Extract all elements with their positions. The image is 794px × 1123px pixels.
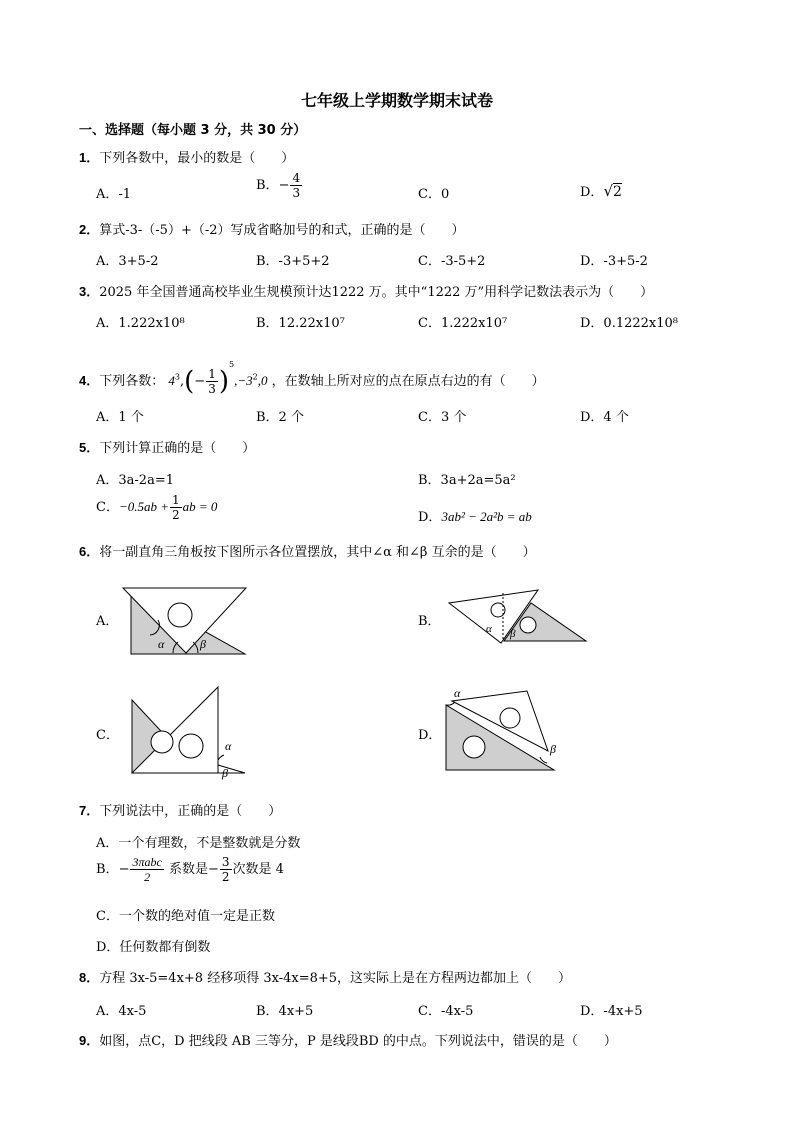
fraction [220, 856, 232, 883]
question-text: 将一副直角三角板按下图所示各位置摆放，其中∠α 和∠β 互余的是（ ） [99, 545, 536, 560]
numerator: 1 [208, 367, 216, 381]
figure-c [120, 685, 250, 780]
exponent: 5 [228, 360, 235, 369]
option-label: C． [96, 500, 119, 515]
alpha-label: α [486, 623, 492, 635]
math-term: 3ab² − 2a²b = ab [441, 509, 532, 524]
angle-arc [218, 755, 224, 760]
option-label: B． [256, 178, 279, 193]
text: 系数是 [168, 862, 208, 877]
q6-option-d: D． [418, 728, 442, 743]
q6-option-c: C． [96, 728, 119, 743]
math-term: ,0 [257, 373, 268, 388]
question-number: 1． [79, 150, 100, 165]
option-label: B． [96, 862, 119, 877]
question-5 [79, 437, 255, 456]
figure-a [118, 580, 248, 660]
question-text: 下列各数中，最小的数是（ ） [99, 151, 295, 166]
text: 次数是 4 [232, 862, 284, 877]
q3-option-d: D．0.1222x10⁸ [580, 316, 678, 331]
figure-d [440, 685, 570, 775]
q5-option-b: B．3a+2a=5a² [418, 473, 516, 488]
question-number: 9． [79, 1033, 100, 1048]
question-text: 如图，点C，D 把线段 AB 三等分，P 是线段BD 的中点。下列说法中，错误的是（ ） [99, 1034, 617, 1049]
question-7 [79, 800, 281, 819]
hole-circle [179, 734, 203, 758]
q5-option-d [418, 506, 532, 525]
hole-circle [151, 731, 173, 753]
numerator: 4 [292, 171, 301, 185]
exponent: 2 [252, 372, 258, 382]
question-number: 8． [79, 970, 100, 985]
question-text-tail: ，在数轴上所对应的点在原点右边的有（ ） [271, 374, 545, 389]
hole-circle [500, 708, 520, 728]
q8-option-d: D．-4x+5 [580, 1004, 643, 1019]
math-term: −0.5ab + [118, 499, 169, 514]
question-number: 3． [79, 284, 100, 299]
q1-option-a: A．-1 [96, 187, 132, 202]
beta-label: β [200, 637, 206, 651]
angle-arc [446, 702, 455, 705]
question-8 [79, 967, 571, 986]
math-term: ,−3 [234, 373, 253, 388]
minus-sign: − [278, 178, 290, 193]
q3-option-c: C．1.222x10⁷ [418, 316, 508, 331]
question-text: 2025 年全国普通高校毕业生规模预计达1222 万。其中“1222 万”用科学记数法表示为（ ） [99, 285, 654, 300]
minus-sign: − [194, 374, 206, 389]
option-label: D． [418, 510, 442, 525]
numerator: 3 [221, 855, 230, 869]
math-term: ab = 0 [182, 499, 218, 514]
question-3 [79, 281, 653, 300]
comma: , [179, 374, 185, 389]
section-heading: 一、选择题（每小题 3 分，共 30 分） [79, 123, 307, 138]
q6-option-b: B． [418, 614, 441, 629]
alpha-label: α [225, 739, 232, 753]
question-2 [79, 219, 465, 238]
q1-option-c: C．0 [418, 187, 450, 202]
left-paren: ( [184, 366, 195, 397]
q2-option-b: B．-3+5+2 [256, 254, 330, 269]
hole-circle [463, 736, 485, 758]
q5-option-c [96, 494, 217, 521]
q8-option-a: A．4x-5 [96, 1004, 147, 1019]
radicand: 2 [613, 184, 622, 200]
question-6 [79, 541, 536, 560]
page-title: 七年级上学期数学期末试卷 [300, 91, 493, 110]
right-paren: ) [218, 366, 229, 397]
q4-option-c: C．3 个 [418, 410, 467, 425]
denominator: 3 [292, 186, 301, 200]
numerator: 1 [172, 493, 180, 507]
question-number: 5． [79, 440, 100, 455]
question-text: 下列各数： [99, 374, 165, 389]
denominator: 2 [144, 870, 151, 884]
question-4 [79, 349, 545, 398]
q4-option-d: D．4 个 [580, 410, 629, 425]
denominator: 3 [208, 382, 216, 396]
question-number: 2． [79, 222, 100, 237]
q8-option-c: C．-4x-5 [418, 1004, 474, 1019]
question-number: 6． [79, 544, 100, 559]
fraction [290, 172, 302, 199]
q7-option-c: C．一个数的绝对值一定是正数 [96, 909, 275, 924]
question-number: 7． [79, 803, 100, 818]
sqrt-sign: √ [603, 182, 613, 200]
denominator: 2 [221, 870, 230, 884]
option-label: D． [580, 185, 604, 200]
question-text: 算式-3-（-5）+（-2）写成省略加号的和式，正确的是（ ） [99, 223, 465, 238]
minus-sign: − [207, 862, 219, 877]
q8-option-b: B．4x+5 [256, 1004, 314, 1019]
q3-option-a: A．1.222x10⁸ [96, 316, 185, 331]
beta-label: β [550, 742, 556, 756]
fraction [130, 856, 163, 883]
q7-option-b [96, 856, 284, 883]
q7-option-a: A．一个有理数，不是整数就是分数 [96, 836, 301, 851]
alpha-label: α [158, 637, 165, 651]
alpha-label: α [454, 686, 461, 700]
question-1 [79, 147, 294, 166]
q5-option-a: A．3a-2a=1 [96, 473, 174, 488]
q4-option-a: A．1 个 [96, 410, 144, 425]
numerator: 3πabc [132, 855, 162, 869]
q1-option-d [580, 181, 622, 200]
exponent: 3 [174, 372, 180, 382]
q4-option-b: B．2 个 [256, 410, 304, 425]
question-text: 下列计算正确的是（ ） [99, 441, 256, 456]
question-text: 方程 3x-5=4x+8 经移项得 3x-4x=8+5，这实际上是在方程两边都加上（ ） [99, 971, 572, 986]
math-term: 4 [168, 373, 175, 388]
fraction [170, 494, 182, 521]
fraction [206, 368, 218, 395]
beta-label: β [510, 628, 516, 640]
question-text: 下列说法中，正确的是（ ） [99, 804, 282, 819]
q7-option-d: D．任何数都有倒数 [96, 940, 211, 955]
denominator: 2 [172, 508, 180, 522]
beta-label: β [222, 766, 228, 780]
question-number: 4． [79, 373, 100, 388]
q2-option-d: D．-3+5-2 [580, 254, 648, 269]
question-9 [79, 1030, 617, 1049]
q6-option-a: A． [96, 614, 119, 629]
hole-circle [168, 603, 192, 627]
q3-option-b: B．12.22x10⁷ [256, 316, 345, 331]
q1-option-b [256, 172, 303, 199]
hole-circle [520, 617, 536, 633]
figure-b [446, 585, 591, 647]
q2-option-a: A．3+5-2 [96, 254, 159, 269]
minus-sign: − [118, 862, 130, 877]
q2-option-c: C．-3-5+2 [418, 254, 486, 269]
